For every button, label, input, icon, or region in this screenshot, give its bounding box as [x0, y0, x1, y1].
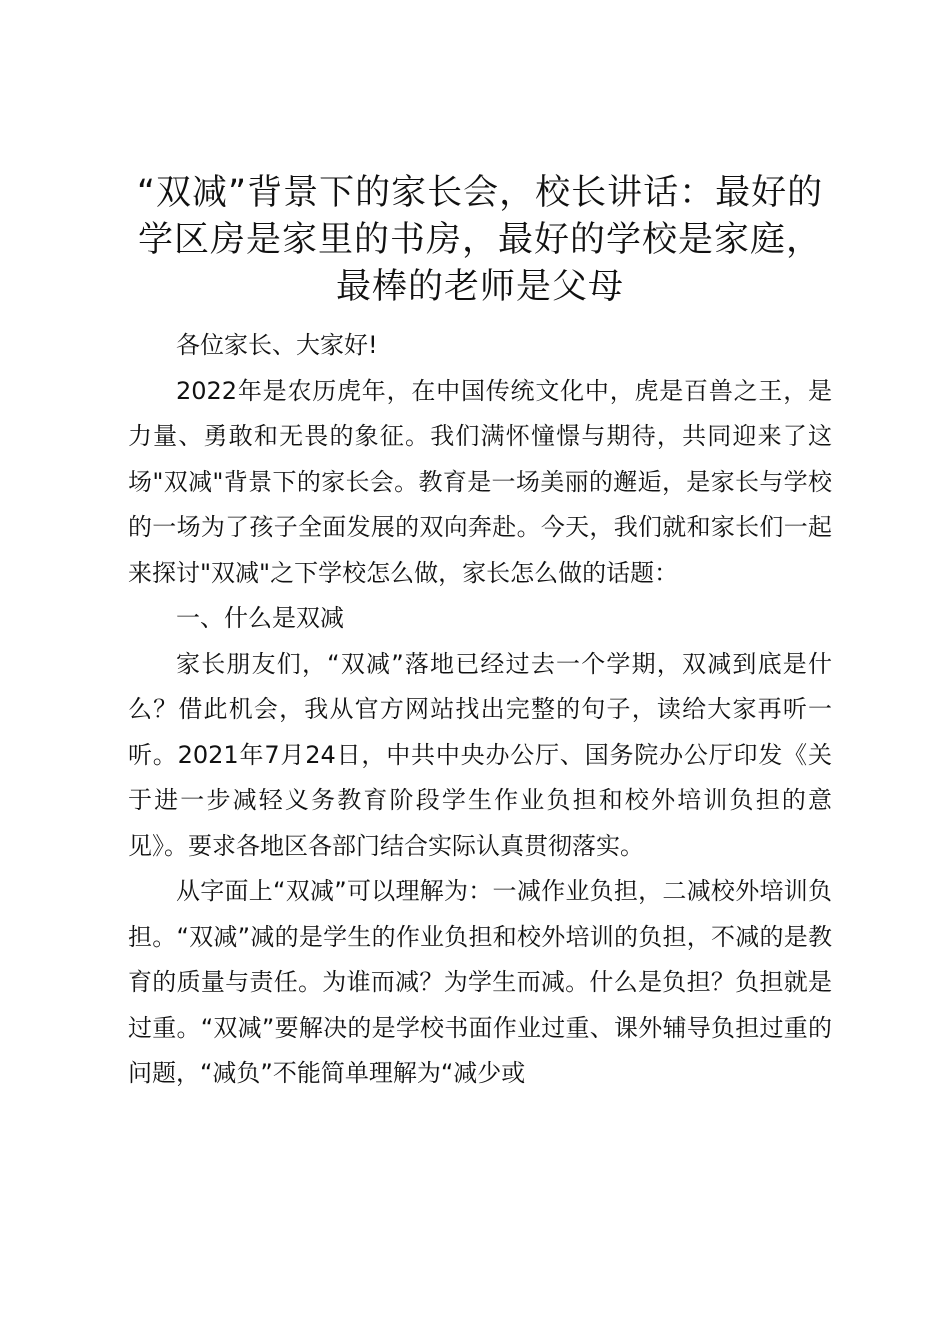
- section-heading: 一、什么是双减: [176, 604, 344, 632]
- intro-paragraph: 2022年是农历虎年，在中国传统文化中，虎是百兽之王，是力量、勇敢和无畏的象征。我们满怀憧憬与期待，共同迎来了这场"双减"背景下的家长会。教育是一场美丽的邂逅，是家长与学校的一场为了孩子全面发展的双向奔赴。今天，我们就和家长们一起来探讨"双减"之下学校怎么做，家长怎么做的话题：: [128, 376, 832, 587]
- body-paragraph: 家长朋友们，“双减”落地已经过去一个学期，双减到底是什么？借此机会，我从官方网站找出完整的句子，读给大家再听一听。2021年7月24日，中共中央办公厅、国务院办公厅印发《关于进一步减轻义务教育阶段学生作业负担和校外培训负担的意见》。要求各地区各部门结合实际认真贯彻落实。: [128, 649, 832, 860]
- greeting-paragraph: 各位家长、大家好!: [176, 331, 378, 359]
- document-title: “双减”背景下的家长会，校长讲话：最好的学区房是家里的书房，最好的学校是家庭，最棒的老师是父母: [136, 173, 824, 307]
- document-page: [128, 170, 832, 1097]
- body-paragraph: 从字面上“双减”可以理解为：一减作业负担，二减校外培训负担。“双减”减的是学生的作业负担和校外培训的负担，不减的是教育的质量与责任。为谁而减？为学生而减。什么是负担？负担就是过重。“双减”要解决的是学校书面作业过重、课外辅导负担过重的问题，“减负”不能简单理解为“减少或: [128, 877, 832, 1087]
